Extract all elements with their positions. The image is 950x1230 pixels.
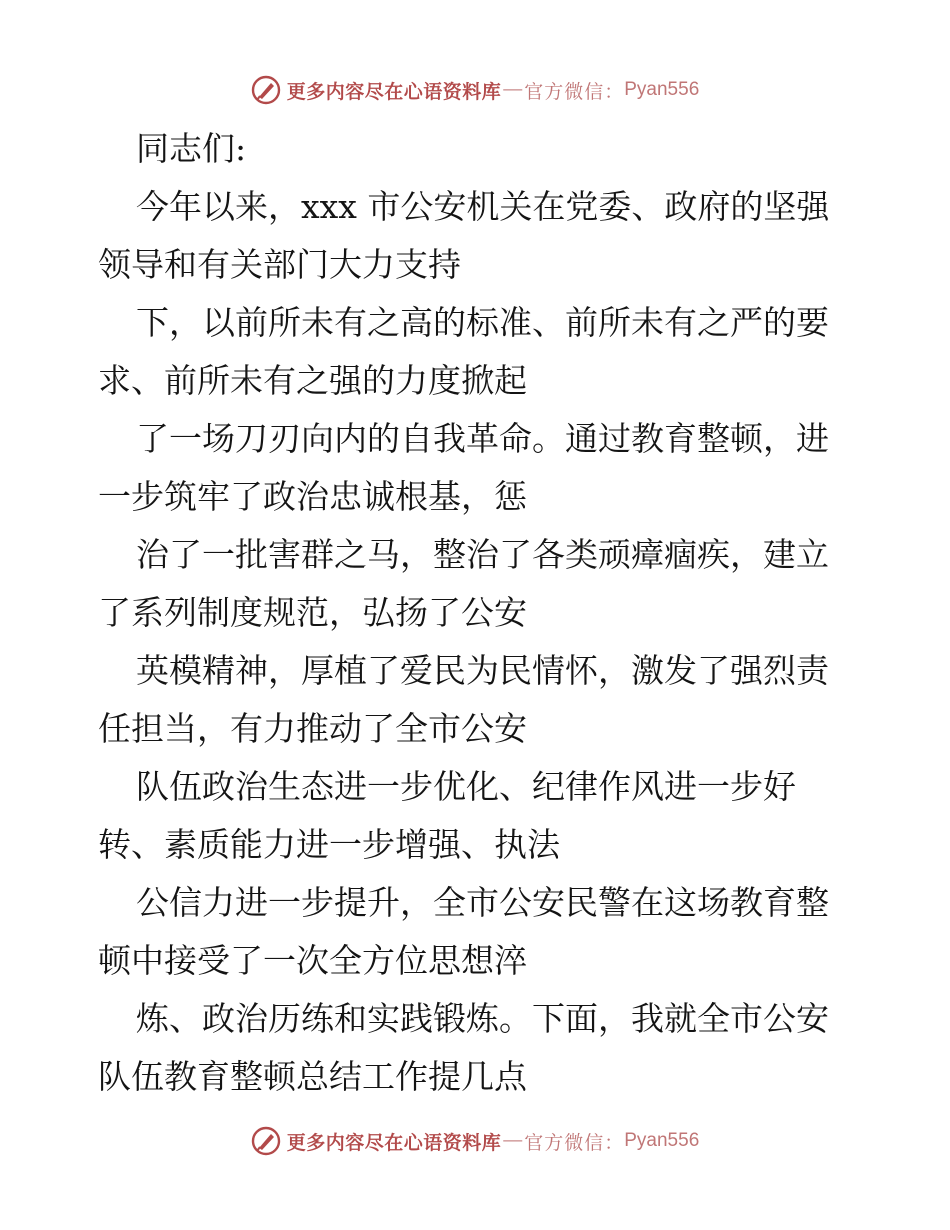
paragraph-line-1: 治了一批害群之马，整治了各类顽瘴痼疾，建立: [136, 535, 829, 574]
document-body: [98, 120, 858, 1106]
paragraph-line-1: 了一场刀刃向内的自我革命。通过教育整顿，进: [136, 419, 829, 458]
header-banner: [0, 70, 950, 110]
paragraph: [98, 990, 858, 1106]
paragraph-line-2: 队伍教育整顿总结工作提几点: [98, 1057, 527, 1096]
paragraph: [98, 526, 858, 642]
paragraph-line-1: 公信力进一步提升，全市公安民警在这场教育整: [136, 883, 829, 922]
footer-separator: —: [503, 1130, 523, 1151]
quill-pen-logo-icon: [251, 75, 281, 105]
paragraph-line-2: 求、前所未有之强的力度掀起: [98, 361, 527, 400]
header-wechat-id: Pyan556: [624, 79, 700, 100]
header-brand-text: 更多内容尽在心语资料库: [286, 80, 502, 103]
paragraph: [98, 294, 858, 410]
paragraph-line-2: 顿中接受了一次全方位思想淬: [98, 941, 527, 980]
paragraph-line-2: 了系列制度规范，弘扬了公安: [98, 593, 527, 632]
footer-wechat-id: Pyan556: [624, 1130, 700, 1151]
paragraph: [98, 178, 858, 294]
paragraph: [98, 410, 858, 526]
paragraph-line-1: 下，以前所未有之高的标准、前所未有之严的要: [136, 303, 829, 342]
paragraph-line-2: 领导和有关部门大力支持: [98, 245, 461, 284]
paragraph-line-2: 一步筑牢了政治忠诚根基，惩: [98, 477, 527, 516]
paragraph-line-2: 转、素质能力进一步增强、执法: [98, 825, 560, 864]
footer-brand-text: 更多内容尽在心语资料库: [286, 1131, 502, 1154]
footer-official-label: 官方微信：: [524, 1131, 625, 1154]
paragraph: [98, 874, 858, 990]
quill-pen-logo-icon: [251, 1126, 281, 1156]
footer-banner: [0, 1121, 950, 1161]
paragraph-line-1: 英模精神，厚植了爱民为民情怀，激发了强烈责: [136, 651, 829, 690]
paragraph-line-1: 炼、政治历练和实践锻炼。下面，我就全市公安: [136, 999, 829, 1038]
paragraph-line-1: 今年以来，xxx 市公安机关在党委、政府的坚强: [136, 187, 830, 226]
salutation: 同志们:: [136, 129, 247, 168]
header-official-label: 官方微信：: [524, 80, 625, 103]
paragraph: [98, 758, 858, 874]
header-separator: —: [503, 79, 523, 100]
paragraph-line-2: 任担当，有力推动了全市公安: [98, 709, 527, 748]
paragraph-line-1: 队伍政治生态进一步优化、纪律作风进一步好: [136, 767, 796, 806]
paragraph: [98, 642, 858, 758]
